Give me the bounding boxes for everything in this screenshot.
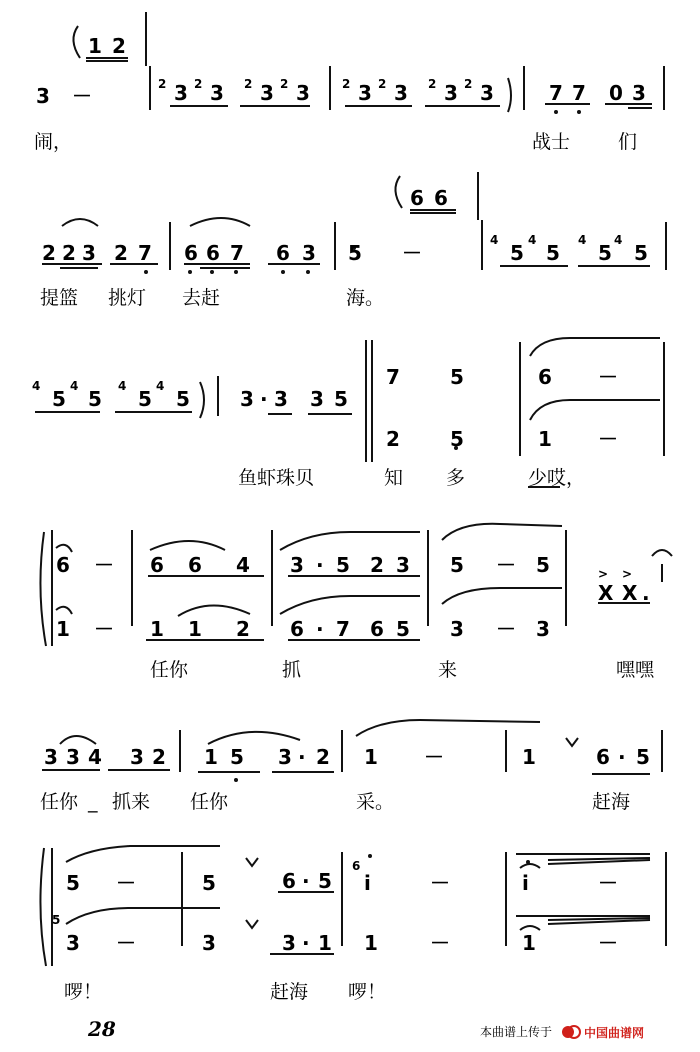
note: 1	[204, 745, 218, 769]
lyric: 去赶	[182, 287, 221, 309]
grace-bracket	[73, 26, 80, 58]
note: 5	[396, 617, 410, 641]
note: 7	[386, 365, 400, 389]
dot: ·	[316, 553, 324, 577]
dot: ·	[302, 931, 310, 955]
lyric: 采。	[356, 791, 395, 813]
note: 5	[336, 553, 350, 577]
lyric: 们	[618, 131, 638, 153]
note: 6	[596, 745, 610, 769]
note: 7	[336, 617, 350, 641]
lyric: 任你	[190, 791, 229, 813]
note: 1	[318, 931, 332, 955]
footer-upload-text: 本曲谱上传于	[480, 1025, 553, 1039]
dash: －	[598, 427, 618, 451]
note: 3	[44, 745, 58, 769]
note: 3	[66, 745, 80, 769]
note: 7	[572, 81, 586, 105]
lyric: 抓	[282, 659, 302, 681]
grace-note: 4	[614, 233, 623, 247]
grace-note: 2	[112, 34, 126, 58]
note: 2	[62, 241, 76, 265]
note: 1	[364, 745, 378, 769]
grace-note: 2	[158, 77, 167, 91]
note: 3	[632, 81, 646, 105]
note: 3	[82, 241, 96, 265]
lyric: 知	[384, 467, 404, 489]
note: X	[598, 581, 614, 605]
grace-note: 4	[70, 379, 79, 393]
note: 3	[302, 241, 316, 265]
note: 0	[609, 81, 623, 105]
note: i	[364, 871, 371, 895]
note: 2	[152, 745, 166, 769]
note: i	[522, 871, 529, 895]
note: 3	[444, 81, 458, 105]
note: 2	[316, 745, 330, 769]
note: 5	[598, 241, 612, 265]
note: 2	[114, 241, 128, 265]
note: 5	[230, 745, 244, 769]
note: 4	[236, 553, 250, 577]
grace-note: 2	[244, 77, 253, 91]
grace-note: 4	[32, 379, 41, 393]
grace-note: 6	[434, 186, 448, 210]
dash: －	[598, 365, 618, 389]
note: 3	[260, 81, 274, 105]
note: 5	[450, 553, 464, 577]
svg-text:_: _	[88, 791, 98, 813]
note: 6	[370, 617, 384, 641]
note: 2	[370, 553, 384, 577]
lyric: 嘿嘿	[616, 659, 655, 681]
note: 6	[290, 617, 304, 641]
lyric: 啰！	[348, 981, 387, 1003]
note: 3	[66, 931, 80, 955]
dash: －	[94, 553, 114, 577]
note: 3	[210, 81, 224, 105]
note: 3	[282, 931, 296, 955]
dot: ·	[260, 387, 268, 411]
dash: －	[72, 84, 92, 108]
grace-note: 6	[410, 186, 424, 210]
dash: －	[496, 617, 516, 641]
note: 6	[538, 365, 552, 389]
note: 3	[450, 617, 464, 641]
lyric: 抓来	[112, 791, 151, 813]
note: 7	[138, 241, 152, 265]
dot: ·	[316, 617, 324, 641]
lyric: 任你	[40, 791, 79, 813]
note: 5	[546, 241, 560, 265]
note: 5	[450, 427, 464, 451]
site-logo-icon	[562, 1026, 580, 1038]
dash: －	[598, 871, 618, 895]
dash: －	[424, 745, 444, 769]
dash: －	[598, 931, 618, 955]
lyric: 挑灯	[108, 287, 147, 309]
dash: －	[116, 871, 136, 895]
note: 3	[130, 745, 144, 769]
lyric: 战士	[532, 131, 571, 153]
lyric: 鱼虾珠贝	[238, 467, 315, 489]
note: 3	[296, 81, 310, 105]
note: 5	[318, 869, 332, 893]
note: 3	[358, 81, 372, 105]
note: 4	[88, 745, 102, 769]
lyric: 少哎，	[528, 467, 586, 489]
note: 1	[56, 617, 70, 641]
note: 5	[634, 241, 648, 265]
note: 3	[536, 617, 550, 641]
note: 3	[310, 387, 324, 411]
grace-note: 2	[194, 77, 203, 91]
note: 6	[150, 553, 164, 577]
grace-note: 2	[280, 77, 289, 91]
note: 6	[282, 869, 296, 893]
lyric: 提篮	[40, 287, 79, 309]
grace-note: 2	[378, 77, 387, 91]
note: 1	[522, 931, 536, 955]
lyric: 来	[438, 659, 458, 681]
note: 5	[88, 387, 102, 411]
note: 3	[174, 81, 188, 105]
note: 3	[278, 745, 292, 769]
lyric: 任你	[150, 659, 189, 681]
grace-note: 4	[490, 233, 499, 247]
note: 6	[188, 553, 202, 577]
note: 5	[536, 553, 550, 577]
note: 3	[202, 931, 216, 955]
dot: ·	[298, 745, 306, 769]
note: 7	[230, 241, 244, 265]
note: 7	[549, 81, 563, 105]
grace-note: 6	[352, 859, 361, 873]
lyric: 闹，	[34, 131, 73, 153]
grace-note: 4	[156, 379, 165, 393]
grace-note: 4	[578, 233, 587, 247]
dot: ·	[302, 869, 310, 893]
note: 6	[276, 241, 290, 265]
note: 5	[450, 365, 464, 389]
lyric: 海。	[346, 287, 385, 309]
lyric: 多	[446, 467, 466, 489]
note: 1	[188, 617, 202, 641]
note: 3	[36, 84, 50, 108]
note: 3	[480, 81, 494, 105]
note: 2	[236, 617, 250, 641]
note: 5	[348, 241, 362, 265]
note: 1	[150, 617, 164, 641]
note: 3	[240, 387, 254, 411]
lyric: 赶海	[270, 981, 309, 1003]
grace-note: 2	[342, 77, 351, 91]
note: 6	[56, 553, 70, 577]
note: 5	[202, 871, 216, 895]
dot: .	[642, 581, 650, 605]
dot: ·	[618, 745, 626, 769]
grace-note: 2	[464, 77, 473, 91]
note: 5	[138, 387, 152, 411]
dash: －	[430, 871, 450, 895]
svg-text:>: >	[598, 567, 609, 581]
dash: －	[496, 553, 516, 577]
svg-text:>: >	[622, 567, 633, 581]
note: 5	[66, 871, 80, 895]
note: 5	[176, 387, 190, 411]
lyric: 啰！	[64, 981, 103, 1003]
note: 5	[334, 387, 348, 411]
lyric: 赶海	[592, 791, 631, 813]
dash: －	[116, 931, 136, 955]
note: 3	[394, 81, 408, 105]
note: 1	[364, 931, 378, 955]
note: 2	[42, 241, 56, 265]
dash: －	[402, 241, 422, 265]
grace-note: 2	[428, 77, 437, 91]
note: 1	[522, 745, 536, 769]
note: 5	[510, 241, 524, 265]
note: 2	[386, 427, 400, 451]
note: 6	[184, 241, 198, 265]
note: 3	[396, 553, 410, 577]
dash: －	[94, 617, 114, 641]
grace-note: 4	[118, 379, 127, 393]
note: 5	[636, 745, 650, 769]
note: 6	[206, 241, 220, 265]
note: 5	[52, 387, 66, 411]
grace-note: 5	[52, 913, 61, 927]
page-number: 28	[88, 1017, 116, 1041]
grace-note: 1	[88, 34, 102, 58]
grace-note: 4	[528, 233, 537, 247]
note: 3	[274, 387, 288, 411]
dash: －	[430, 931, 450, 955]
note: X	[622, 581, 638, 605]
note: 3	[290, 553, 304, 577]
note: 1	[538, 427, 552, 451]
footer-site-name[interactable]: 中国曲谱网	[584, 1026, 645, 1040]
